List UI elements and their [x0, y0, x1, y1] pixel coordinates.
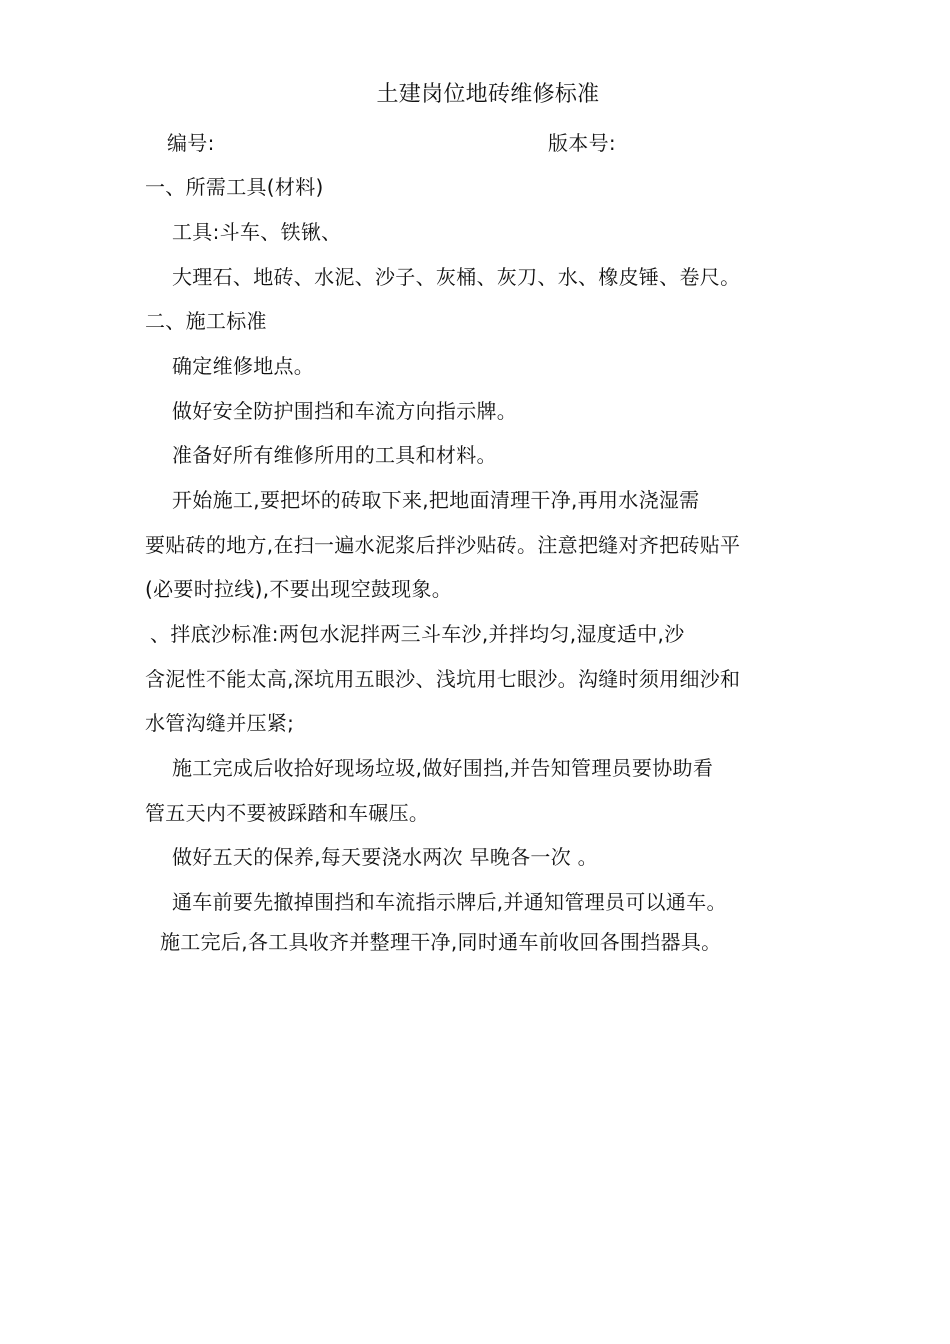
paragraph-line: 准备好所有维修所用的工具和材料。 — [172, 443, 497, 467]
paragraph-line: 管五天内不要被踩踏和车碾压。 — [145, 801, 430, 825]
version-label: 版本号: — [548, 131, 616, 155]
paragraph-line: 施工完成后收拾好现场垃圾,做好围挡,并告知管理员要协助看 — [172, 756, 714, 780]
paragraph-line: 开始施工,要把坏的砖取下来,把地面清理干净,再用水浇湿需 — [172, 488, 700, 512]
paragraph-line: 、拌底沙标准:两包水泥拌两三斗车沙,并拌均匀,湿度适中,沙 — [150, 622, 685, 646]
materials-line: 大理石、地砖、水泥、沙子、灰桶、灰刀、水、橡皮锤、卷尺。 — [172, 265, 741, 289]
paragraph-line: 含泥性不能太高,深坑用五眼沙、浅坑用七眼沙。沟缝时须用细沙和 — [145, 667, 741, 691]
number-label: 编号: — [167, 131, 215, 155]
section-heading-standards: 二、施工标准 — [145, 309, 267, 333]
paragraph-line: 通车前要先撤掉围挡和车流指示牌后,并通知管理员可以通车。 — [172, 890, 727, 914]
paragraph-line: 确定维修地点。 — [172, 354, 315, 378]
paragraph-line: 做好五天的保养,每天要浇水两次 早晚各一次 。 — [172, 845, 598, 869]
paragraph-line: 施工完后,各工具收齐并整理干净,同时通车前收回各围挡器具。 — [160, 930, 722, 954]
paragraph-line: (必要时拉线),不要出现空鼓现象。 — [145, 577, 453, 601]
section-heading-tools: 一、所需工具(材料) — [145, 175, 324, 199]
tools-line: 工具:斗车、铁锹、 — [172, 220, 342, 244]
document-title: 土建岗位地砖维修标准 — [376, 82, 600, 107]
paragraph-line: 要贴砖的地方,在扫一遍水泥浆后拌沙贴砖。注意把缝对齐把砖贴平 — [145, 533, 741, 557]
paragraph-line: 做好安全防护围挡和车流方向指示牌。 — [172, 399, 518, 423]
paragraph-line: 水管沟缝并压紧; — [145, 711, 295, 735]
